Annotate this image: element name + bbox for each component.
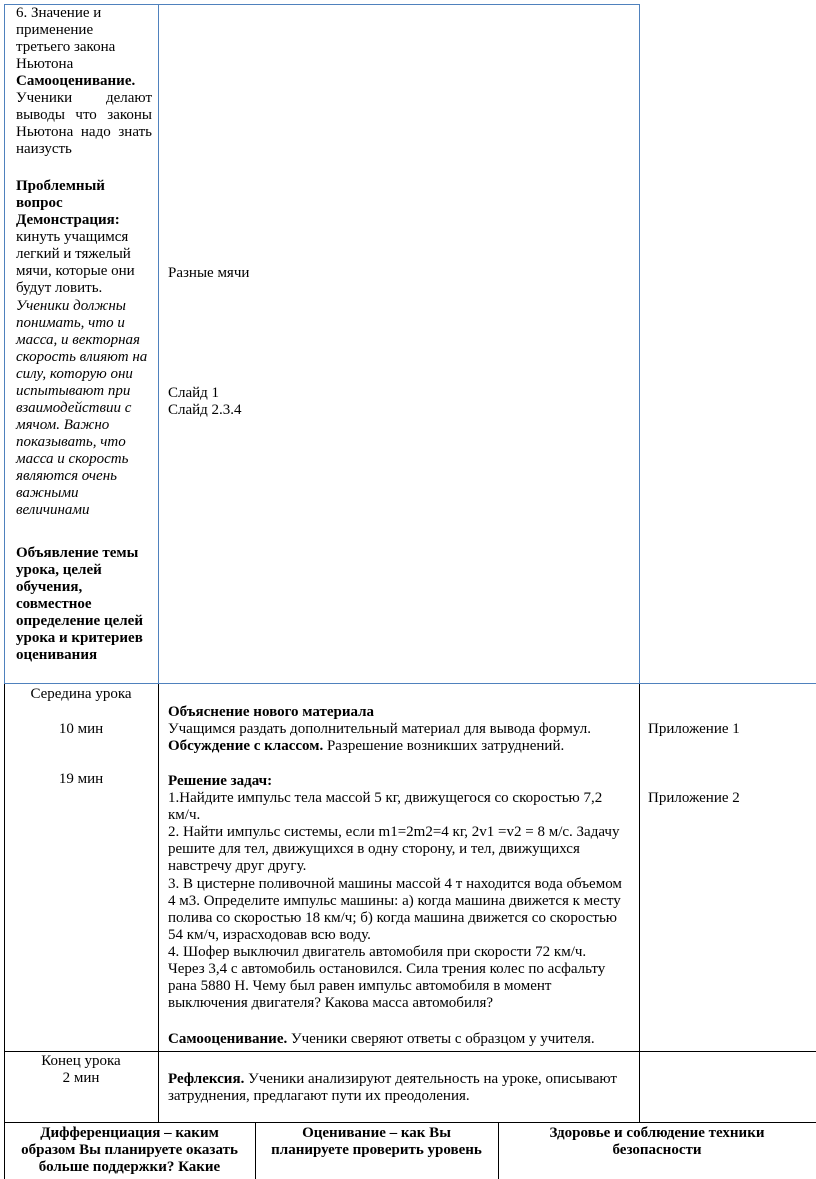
col-divider-1	[158, 4, 159, 683]
self-assessment-line: выводы что законы	[16, 107, 152, 123]
row-divider-3	[4, 1122, 816, 1123]
left-border-top	[4, 4, 5, 683]
self-assessment-line: Ньютона надо знать	[16, 124, 152, 140]
middle-stage-label: Середина урока	[30, 686, 132, 702]
reflection-label: Рефлексия.	[168, 1071, 245, 1087]
resource-slide-1: Слайд 1	[168, 385, 220, 401]
announcement-line: определение целей	[16, 613, 143, 629]
reflection-line-2: затруднения, предлагают пути их преодоления.	[168, 1088, 470, 1104]
italic-note-line: силу, которую они	[16, 366, 133, 382]
col-divider-2	[639, 4, 640, 683]
reflection-text: Ученики анализируют деятельность на уроке, описывают	[244, 1071, 617, 1087]
resource-slide-2: Слайд 2.3.4	[168, 402, 242, 418]
health-safety-header-line: Здоровье и соблюдение техники	[549, 1125, 765, 1141]
self-assessment-line: наизусть	[16, 141, 72, 157]
task-line: 3. В цистерне поливочной машины массой 4 т находится вода объемом	[168, 876, 622, 892]
tasks-heading: Решение задач:	[168, 773, 273, 789]
self-check-line	[168, 1031, 595, 1048]
reflection-line	[168, 1071, 617, 1088]
task-line: решите для тел, движущихся в одну сторону, и тел, движущихся	[168, 841, 580, 857]
announcement-line: урока, целей	[16, 562, 102, 578]
italic-note-line: важными	[16, 485, 79, 501]
task-line: 4 м3. Определите импульс машины: а) когда машина движется к месту	[168, 893, 621, 909]
demo-line: легкий и тяжелый	[16, 246, 131, 262]
announcement-line: совместное	[16, 596, 92, 612]
task-line: навстречу друг другу.	[168, 858, 307, 874]
italic-note-line: величинами	[16, 502, 90, 518]
task-line: 2. Найти импульс системы, если m1=2m2=4 кг, 2v1 =v2 = 8 м/с. Задачу	[168, 824, 620, 840]
italic-note-line: Ученики должны	[16, 298, 126, 314]
differentiation-header-line: образом Вы планируете оказать	[21, 1142, 238, 1158]
handout-line: Учащимся раздать дополнительный материал для вывода формул.	[168, 721, 591, 737]
row-divider-2	[4, 1051, 816, 1052]
resource-balls: Разные мячи	[168, 265, 250, 281]
row-divider-1	[4, 683, 816, 684]
demonstration-label: Демонстрация:	[16, 212, 120, 228]
appendix-1: Приложение 1	[648, 721, 740, 737]
discussion-label: Обсуждение с классом.	[168, 738, 324, 754]
announcement-line: Объявление темы	[16, 545, 139, 561]
differentiation-header-line: Дифференциация – каким	[40, 1125, 219, 1141]
discussion-text: Разрешение возникших затруднений.	[323, 738, 565, 754]
stage-title-line: 6. Значение и	[16, 5, 102, 21]
italic-note-line: взаимодействии с	[16, 400, 132, 416]
end-stage-label: Конец урока	[41, 1053, 121, 1069]
self-check-text: Ученики сверяют ответы с образцом у учителя.	[287, 1031, 595, 1047]
task-line: полива со скоростью 18 км/ч; б) когда машина движется со скоростью	[168, 910, 618, 926]
assessment-header-line: планируете проверить уровень	[271, 1142, 482, 1158]
problem-question-line: вопрос	[16, 195, 63, 211]
new-material-heading: Объяснение нового материала	[168, 704, 375, 720]
italic-note-line: масса, и векторная	[16, 332, 140, 348]
col-divider-4	[639, 684, 640, 1122]
stage-title-line: применение	[16, 22, 94, 38]
announcement-line: обучения,	[16, 579, 83, 595]
demo-line: будут ловить.	[16, 280, 103, 296]
self-assessment-label: Самооценивание.	[16, 73, 136, 89]
differentiation-header-line: больше поддержки? Какие	[38, 1159, 221, 1175]
task-line: рана 5880 Н. Чему был равен импульс автомобиля в момент	[168, 978, 552, 994]
demo-line: мячи, которые они	[16, 263, 135, 279]
italic-note-line: скорость влияют на	[16, 349, 148, 365]
col-divider-3	[158, 684, 159, 1122]
italic-note-line: показывать, что	[16, 434, 126, 450]
task-line: Через 3,4 с автомобиль остановился. Сила трения колес по асфальту	[168, 961, 606, 977]
appendix-2: Приложение 2	[648, 790, 740, 806]
italic-note-line: являются очень	[16, 468, 117, 484]
task-line: выключения двигателя? Какова масса автомобиля?	[168, 995, 494, 1011]
middle-time-2: 19 мин	[58, 771, 104, 787]
middle-time-1: 10 мин	[58, 721, 104, 737]
self-assessment-line: Ученики делают	[16, 90, 152, 106]
assessment-header-line: Оценивание – как Вы	[302, 1125, 451, 1141]
announcement-line: урока и критериев	[16, 630, 143, 646]
task-line: 4. Шофер выключил двигатель автомобиля при скорости 72 км/ч.	[168, 944, 587, 960]
task-line: 54 км/ч, израсходовав всю воду.	[168, 927, 371, 943]
italic-note-line: понимать, что и	[16, 315, 125, 331]
discussion-line	[168, 738, 564, 755]
stage-title-line: Ньютона	[16, 56, 74, 72]
italic-note-line: масса и скорость	[16, 451, 129, 467]
italic-note-line: мячом. Важно	[16, 417, 110, 433]
announcement-line: оценивания	[16, 647, 98, 663]
italic-note-line: испытывают при	[16, 383, 131, 399]
demo-line: кинуть учащимся	[16, 229, 129, 245]
stage-title-line: третьего закона	[16, 39, 116, 55]
task-line: 1.Найдите импульс тела массой 5 кг, движущегося со скоростью 7,2	[168, 790, 603, 806]
self-check-label: Самооценивание.	[168, 1031, 288, 1047]
health-safety-header-line: безопасности	[612, 1142, 702, 1158]
task-line: км/ч.	[168, 807, 201, 823]
problem-question-line: Проблемный	[16, 178, 105, 194]
end-time: 2 мин	[62, 1070, 100, 1086]
